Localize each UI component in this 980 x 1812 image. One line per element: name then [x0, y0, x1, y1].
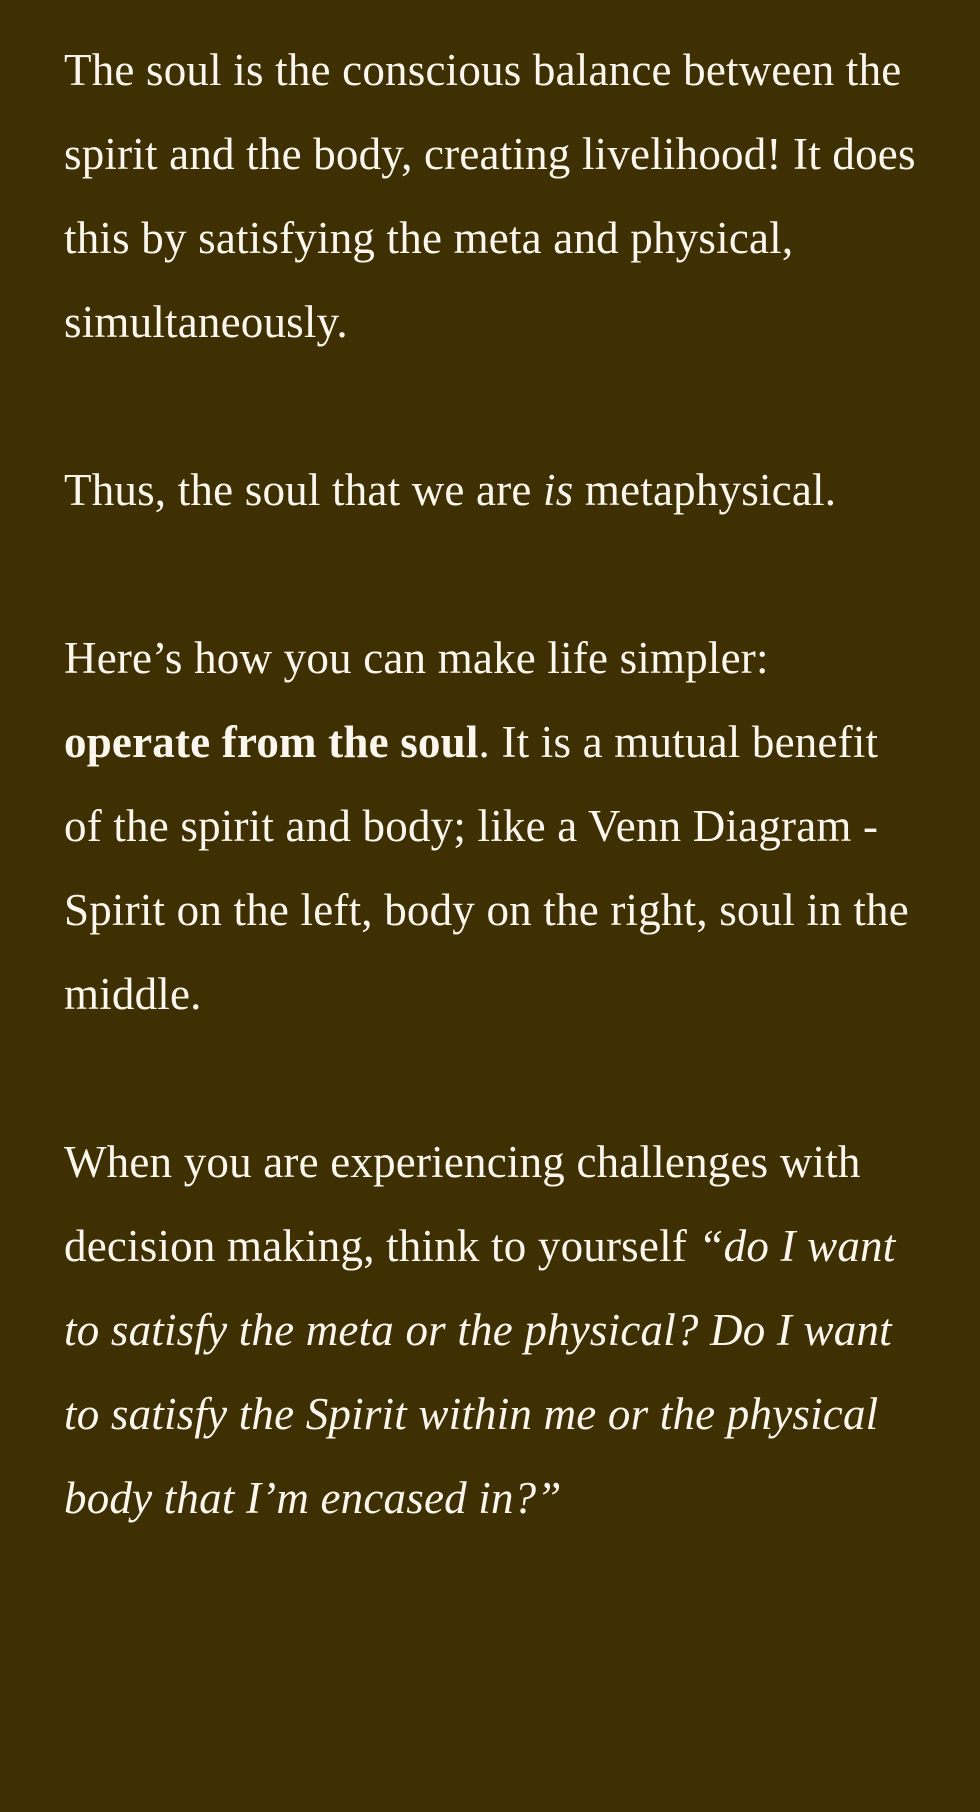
paragraph-text-end: metaphysical. — [573, 465, 837, 515]
emphasized-word: is — [543, 465, 574, 515]
paragraph-text-end: . It is a mutual benefit of the spirit and body; like a Venn Diagram - Spirit on the left, body on the right, soul in the middle. — [64, 717, 909, 1019]
paragraph-text-start: Here’s how you can make life simpler: — [64, 633, 769, 683]
paragraph-decision-making — [64, 1120, 920, 1540]
italic-quote: “do I want to satisfy the meta or the physical? Do I want to satisfy the Spirit within me or the physical body that I’m encased in?” — [64, 1221, 896, 1523]
paragraph-metaphysical — [64, 448, 920, 532]
bold-phrase: operate from the soul — [64, 717, 479, 767]
paragraph-operate-from-soul — [64, 616, 920, 1036]
paragraph-text-start: When you are experiencing challenges with decision making, think to yourself — [64, 1137, 861, 1271]
paragraph-text: The soul is the conscious balance between the spirit and the body, creating livelihood! It does this by satisfying the meta and physical, simultaneously. — [64, 45, 916, 347]
paragraph-text-start: Thus, the soul that we are — [64, 465, 544, 515]
paragraph-soul-balance — [64, 28, 920, 364]
